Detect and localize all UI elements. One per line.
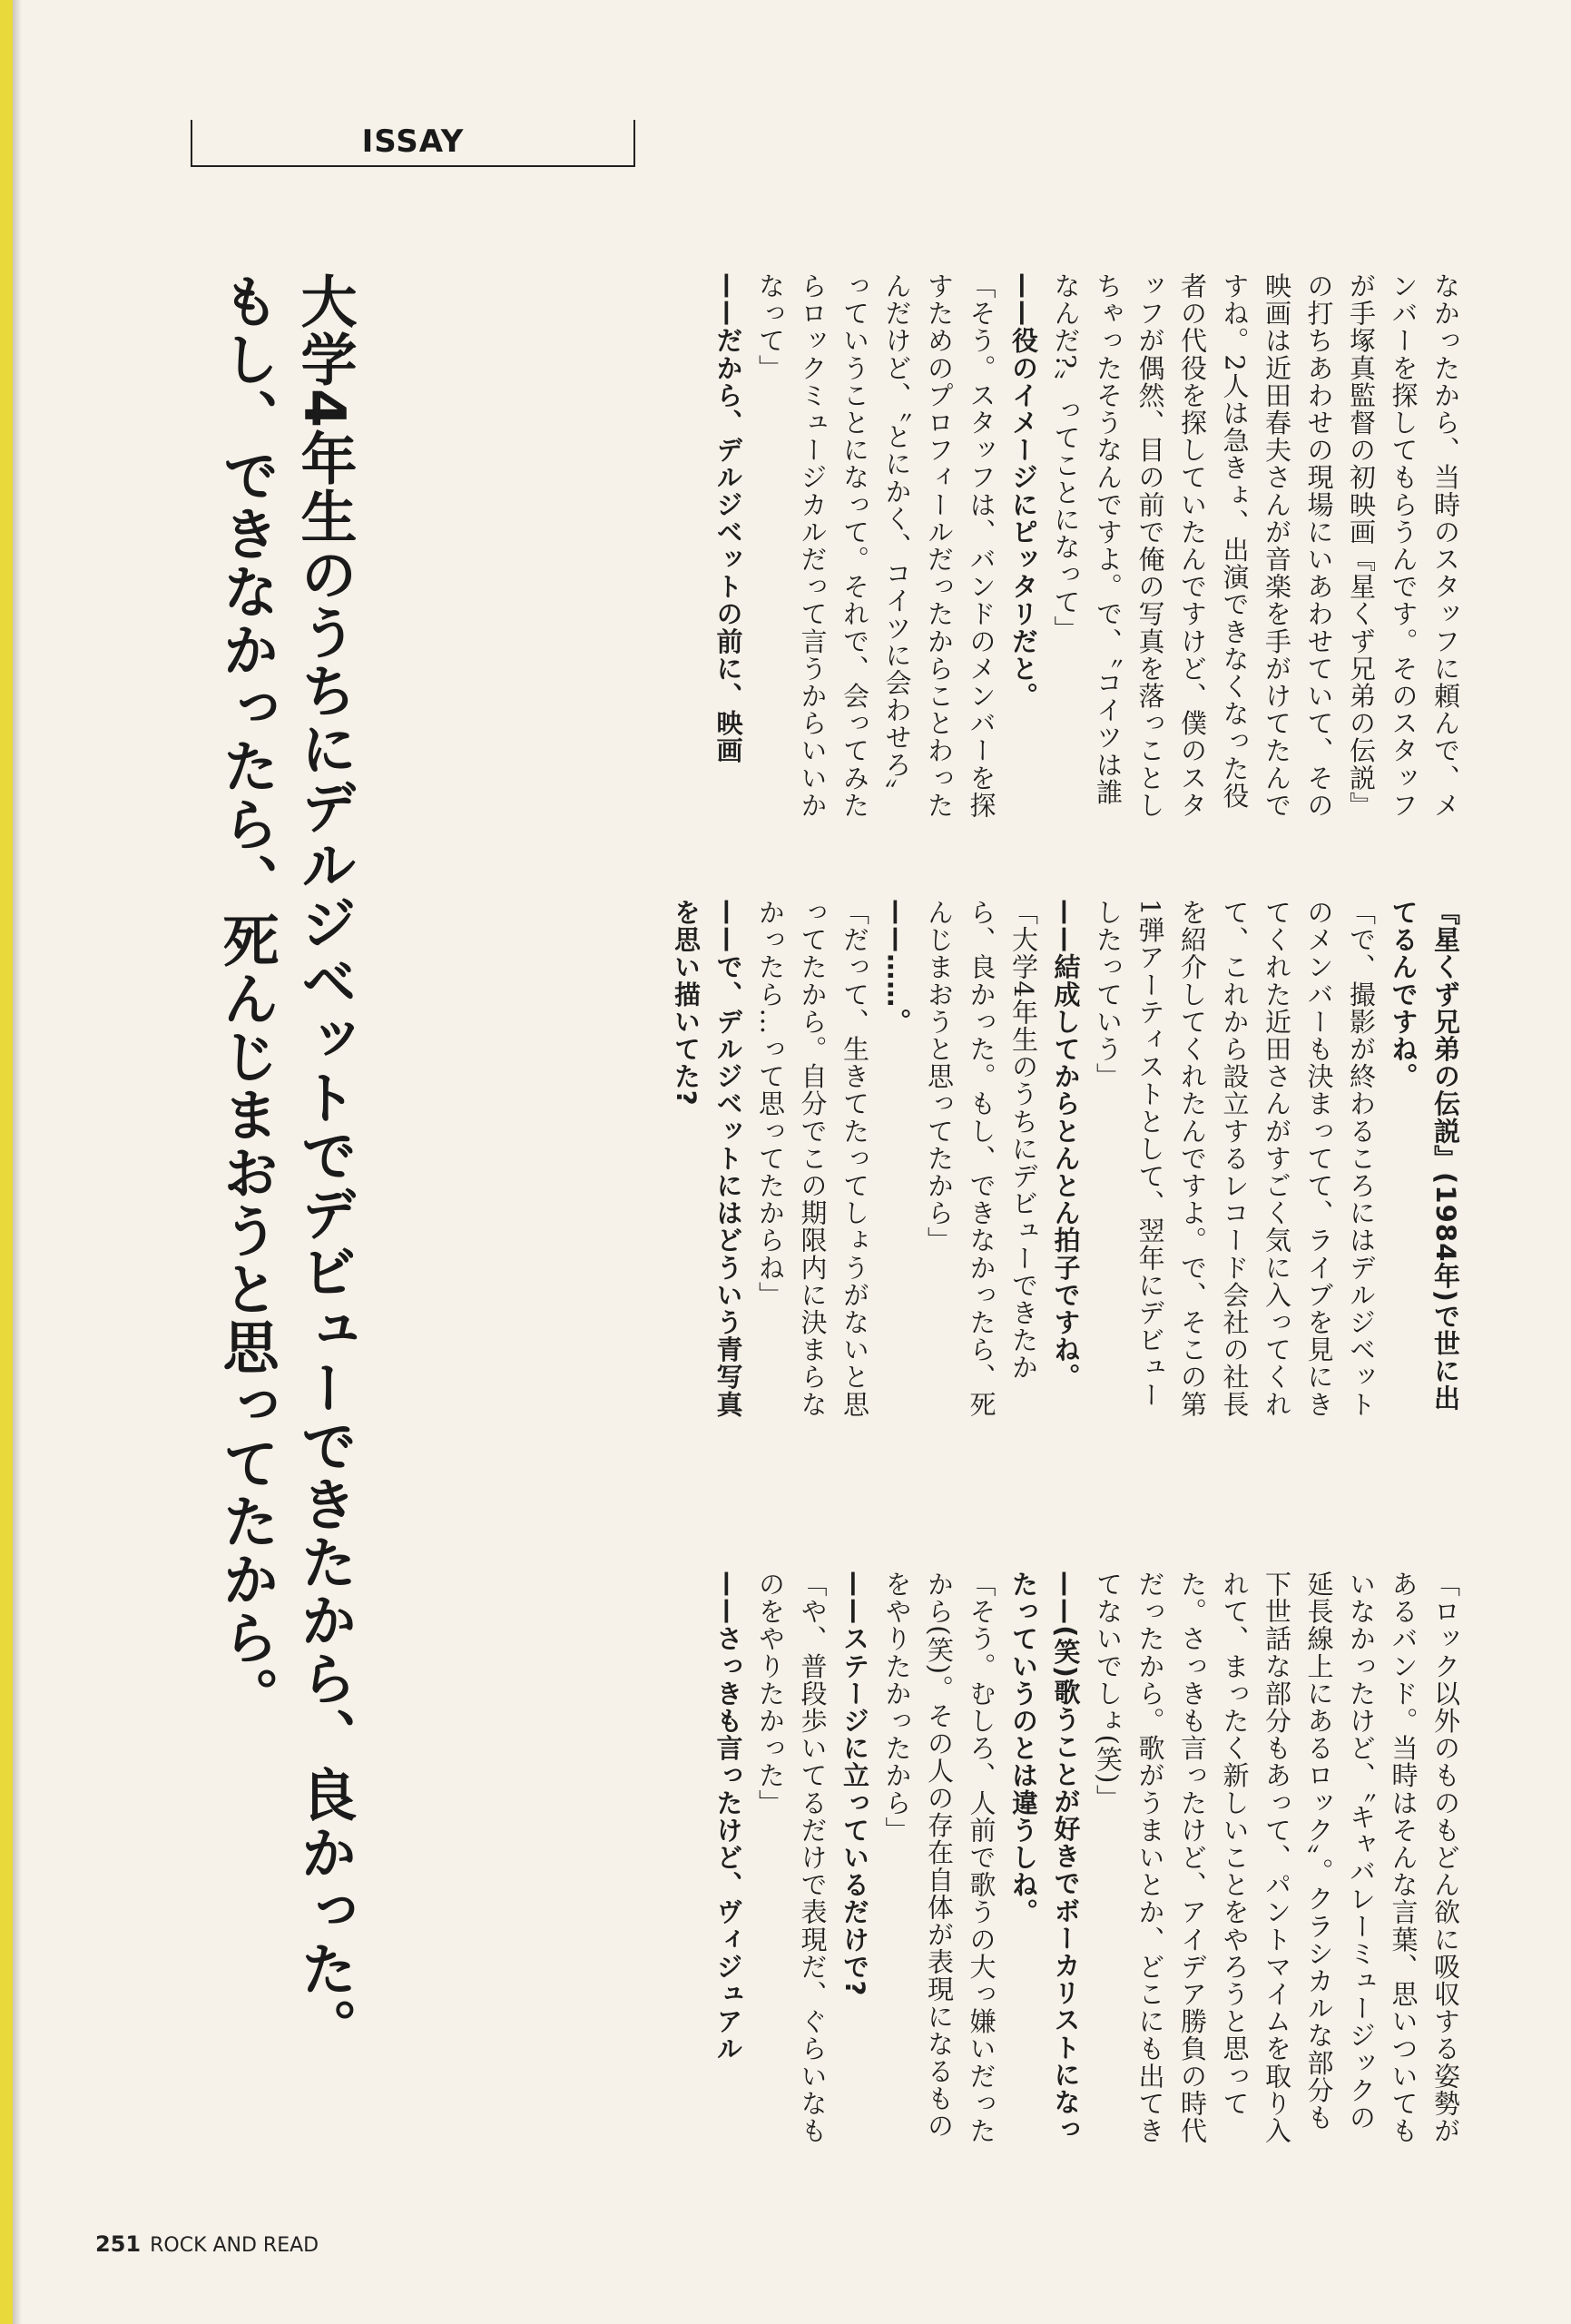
question-paragraph: ——結成してからとんとん拍子ですね。 [1050,899,1082,1391]
page-number: 251 [95,2231,142,2257]
answer-paragraph: 「や、普段歩いてるだけで表現だ、ぐらいなものをやりたかった」 [755,1571,829,2145]
section-label: ISSAY [361,123,465,160]
question-paragraph: ——役のイメージにピッタリだと。 [1008,272,1039,710]
headline-line-1: 大学4年生のうちにデルジベットでデビューできたから、良かった。 [291,272,358,2057]
answer-paragraph: なかったから、当時のスタッフに頼んで、メンバーを探してもらうんです。そのスタッフが手塚真監督の初映画『星くず兄弟の伝説』の打ちあわせの現場にいあわせていて、その映画は近田春夫さんが音楽を手がけてたんですね。2人は急きょ、出演できなくなった役者の代役を探していたんですけど、僕のスタッフが偶然、目の前で俺の写真を落っことしちゃったそうなんですよ。で、〝コイツは誰なんだ?〟ってことになって」 [1050,272,1461,819]
binding-shadow [13,0,22,2324]
question-paragraph: ——で、デルジベットにはどういう青写真を思い描いてた? [671,899,744,1418]
answer-paragraph: 「で、撮影が終わるころにはデルジベットのメンバーも決まってて、ライブを見にきてくれた近田さんがすごく気に入ってくれて、これから設立するレコード会社の社長を紹介してくれたんですよ。で、そこの第1弾アーティストとして、翌年にデビューしたっていう」 [1093,899,1377,1418]
answer-paragraph: 「そう。スタッフは、バンドのメンバーを探すためのプロフィールだったからことわったんだけど、〝とにかく、コイツに会わせろ〟っていうことになって。それで、会ってみたらロックミュージカルだって言うからいいかなって」 [755,272,997,819]
body-column-middle [665,899,1468,1434]
answer-paragraph: 「ロック以外のものもどん欲に吸収する姿勢があるバンド。当時はそんな言葉、思いついてもいなかったけど、〝キャバレーミュージックの延長線上にあるロック〟。クラシカルな部分も下世話な部分もあって、パントマイムを取り入れて、まったく新しいことをやろうと思ってた。さっきも言ったけど、アイデア勝負の時代だったから。歌がうまいとか、どこにも出てきてないでしょ(笑)」 [1093,1571,1461,2145]
headline-line-2: もし、できなかったら、死んじまおうと思ってたから。 [213,272,280,1725]
question-paragraph: 『星くず兄弟の伝説』(1984年)で世に出てるんですね。 [1388,899,1461,1413]
section-header [191,120,635,165]
magazine-name: ROCK AND READ [150,2234,319,2257]
answer-paragraph: 「だって、生きてたってしょうがないと思ってたから。自分でこの期限内に決まらなかったら…って思ってたからね」 [755,899,870,1418]
question-paragraph: ——(笑)歌うことが好きでボーカリストになったっていうのとは違うしね。 [1008,1571,1082,2143]
question-paragraph: ——……。 [881,899,913,1036]
page-edge-strip [0,0,13,2324]
body-column-bottom [707,1571,1467,2152]
header-rule [191,165,635,167]
body-column-top [707,272,1467,826]
answer-paragraph: 「大学4年生のうちにデビューできたから、良かった。もし、できなかったら、死んじまおうと思ってたから」 [924,899,1039,1418]
answer-paragraph: 「そう。むしろ、人前で歌うの大っ嫌いだったから(笑)。その人の存在自体が表現になるものをやりたかったから」 [881,1571,997,2145]
page-folio [95,2231,319,2257]
question-paragraph: ——さっきも言ったけど、ヴィジュアル [712,1571,744,2063]
question-paragraph: ——だから、デルジベットの前に、映画 [712,272,744,764]
pull-quote-headline [207,272,363,2197]
question-paragraph: ——ステージに立っているだけで? [840,1571,870,1997]
